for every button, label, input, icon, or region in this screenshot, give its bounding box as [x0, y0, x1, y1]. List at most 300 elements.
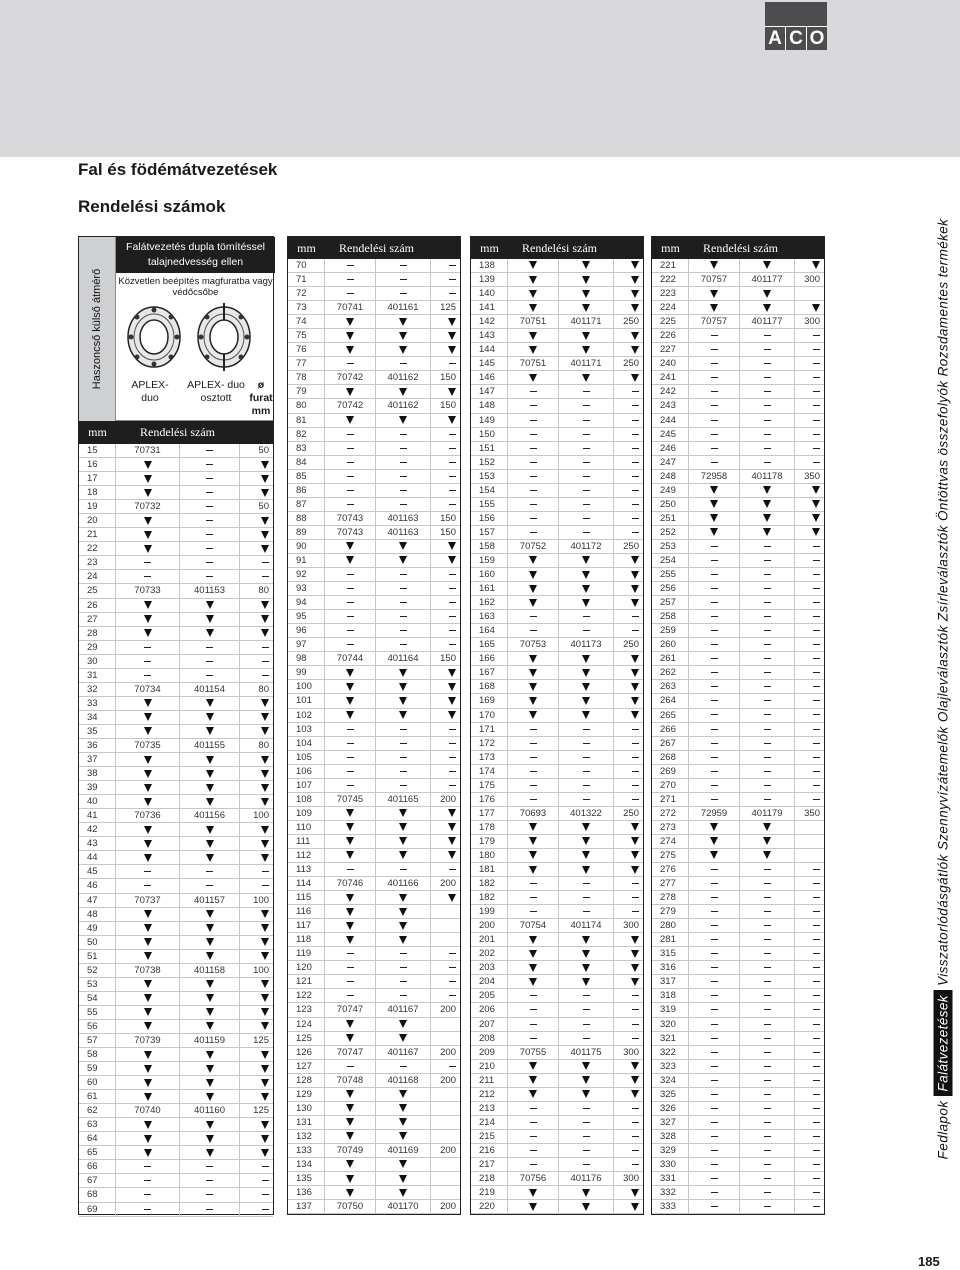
order-number-split: 401154: [180, 683, 240, 697]
row-mm: 96: [288, 624, 325, 638]
row-mm: 220: [471, 1200, 508, 1214]
triangle-down-icon: [710, 837, 718, 845]
table-row: [652, 1102, 824, 1116]
bore-diameter: [614, 652, 643, 666]
table-row: [652, 568, 824, 582]
order-number-duo: [325, 666, 376, 680]
triangle-down-icon: [261, 1022, 269, 1030]
dash-icon: [449, 869, 456, 870]
order-number-duo: 70745: [325, 793, 376, 807]
table-row: [79, 739, 273, 753]
row-mm: 133: [288, 1144, 325, 1158]
category-6[interactable]: Öntöttvas összefolyók: [935, 380, 951, 521]
dash-icon: [632, 490, 639, 491]
row-mm: 168: [471, 680, 508, 694]
triangle-down-icon: [448, 851, 456, 859]
order-number-split: [376, 638, 431, 652]
dash-icon: [206, 675, 213, 676]
bore-diameter: [795, 1074, 824, 1088]
row-mm: 22: [79, 542, 116, 556]
row-mm: 267: [652, 737, 689, 751]
order-number-split: [376, 835, 431, 849]
table-row: [79, 823, 273, 837]
triangle-down-icon: [710, 528, 718, 536]
order-number-split: [740, 301, 795, 315]
bore-diameter: [795, 849, 824, 863]
triangle-down-icon: [631, 655, 639, 663]
category-1[interactable]: Falátvezetések: [934, 990, 953, 1096]
bore-diameter: [795, 863, 824, 877]
table-row: [652, 385, 824, 399]
order-number-duo: [325, 835, 376, 849]
row-mm: 279: [652, 905, 689, 919]
row-mm: 165: [471, 638, 508, 652]
table-row: [79, 613, 273, 627]
table-row: [79, 767, 273, 781]
row-mm: 140: [471, 287, 508, 301]
table-row: [652, 1186, 824, 1200]
dash-icon: [632, 405, 639, 406]
dash-icon: [400, 616, 407, 617]
table-row: [288, 666, 460, 680]
table-row: [471, 554, 643, 568]
dash-icon: [632, 757, 639, 758]
triangle-down-icon: [346, 809, 354, 817]
order-number-split: [740, 638, 795, 652]
order-number-duo: 70739: [116, 1034, 180, 1048]
dash-icon: [711, 644, 718, 645]
triangle-down-icon: [448, 332, 456, 340]
table-row: [471, 1102, 643, 1116]
order-number-split: [376, 357, 431, 371]
table-row: [652, 765, 824, 779]
order-number-duo: [508, 470, 559, 484]
dash-icon: [347, 588, 354, 589]
dash-icon: [347, 995, 354, 996]
dash-icon: [764, 434, 771, 435]
dash-icon: [262, 1180, 269, 1181]
order-number-split: [180, 978, 240, 992]
order-number-split: [740, 259, 795, 273]
row-mm: 53: [79, 978, 116, 992]
dash-icon: [813, 1178, 820, 1179]
order-number-duo: [116, 767, 180, 781]
order-number-split: [740, 371, 795, 385]
dash-icon: [583, 434, 590, 435]
order-number-split: 401153: [180, 584, 240, 598]
dash-icon: [583, 630, 590, 631]
dash-icon: [813, 391, 820, 392]
triangle-down-icon: [399, 388, 407, 396]
order-number-duo: [508, 933, 559, 947]
table-row: [652, 399, 824, 413]
table-row: [79, 1203, 273, 1217]
bore-diameter: [614, 498, 643, 512]
triangle-down-icon: [144, 938, 152, 946]
order-number-duo: 70753: [508, 638, 559, 652]
dash-icon: [813, 588, 820, 589]
bore-diameter: [614, 399, 643, 413]
dash-icon: [400, 995, 407, 996]
order-number-duo: [116, 1090, 180, 1104]
dash-icon: [583, 462, 590, 463]
order-number-duo: [116, 458, 180, 472]
order-number-duo: [325, 582, 376, 596]
order-number-split: [559, 1074, 614, 1088]
table-row: [79, 1076, 273, 1090]
row-mm: 84: [288, 456, 325, 470]
row-mm: 123: [288, 1003, 325, 1017]
order-number-duo: [325, 737, 376, 751]
order-number-split: [559, 1186, 614, 1200]
triangle-down-icon: [631, 964, 639, 972]
order-number-split: [740, 1172, 795, 1186]
bore-diameter: [614, 428, 643, 442]
order-number-duo: [689, 1088, 740, 1102]
triangle-down-icon: [631, 1189, 639, 1197]
order-number-split: [740, 947, 795, 961]
bore-diameter: [795, 1116, 824, 1130]
table-row: [652, 1158, 824, 1172]
row-mm: 20: [79, 514, 116, 528]
order-number-split: [559, 399, 614, 413]
triangle-down-icon: [261, 994, 269, 1002]
order-number-duo: [116, 1132, 180, 1146]
row-mm: 82: [288, 428, 325, 442]
bore-diameter: [431, 610, 460, 624]
triangle-down-icon: [399, 711, 407, 719]
table-row: [652, 1032, 824, 1046]
triangle-down-icon: [399, 416, 407, 424]
dash-icon: [711, 1136, 718, 1137]
row-mm: 43: [79, 837, 116, 851]
row-mm: 276: [652, 863, 689, 877]
table-row: [652, 428, 824, 442]
table-row: [79, 837, 273, 851]
dash-icon: [711, 1164, 718, 1165]
bore-diameter: [795, 371, 824, 385]
dash-icon: [711, 377, 718, 378]
dash-icon: [813, 925, 820, 926]
table-row: [79, 1146, 273, 1160]
order-number-split: [559, 975, 614, 989]
bore-diameter: [240, 1146, 273, 1160]
triangle-down-icon: [206, 1093, 214, 1101]
order-table-4: [651, 236, 825, 1215]
order-number-duo: [116, 1048, 180, 1062]
table-row: [79, 641, 273, 655]
order-number-split: [376, 610, 431, 624]
triangle-down-icon: [144, 615, 152, 623]
triangle-down-icon: [710, 304, 718, 312]
order-number-split: [740, 512, 795, 526]
order-number-duo: [325, 1130, 376, 1144]
row-mm: 271: [652, 793, 689, 807]
bore-diameter: [614, 624, 643, 638]
triangle-down-icon: [582, 964, 590, 972]
dash-icon: [764, 911, 771, 912]
dash-icon: [813, 349, 820, 350]
order-number-duo: [116, 514, 180, 528]
category-0[interactable]: Fedlapok: [935, 1100, 951, 1160]
bore-diameter: 300: [614, 919, 643, 933]
triangle-down-icon: [399, 669, 407, 677]
category-4[interactable]: Olajleválasztók: [935, 625, 951, 723]
table-row: [471, 414, 643, 428]
table-row: [471, 666, 643, 680]
dash-icon: [813, 560, 820, 561]
dash-icon: [764, 883, 771, 884]
order-number-duo: [508, 1018, 559, 1032]
triangle-down-icon: [346, 669, 354, 677]
order-number-duo: [508, 343, 559, 357]
order-number-split: 401160: [180, 1104, 240, 1118]
order-number-split: 401163: [376, 512, 431, 526]
order-number-duo: [689, 456, 740, 470]
dash-icon: [813, 939, 820, 940]
order-number-duo: 70746: [325, 877, 376, 891]
row-mm: 67: [79, 1174, 116, 1188]
table-row: [652, 638, 824, 652]
table-row: [652, 779, 824, 793]
bore-diameter: [614, 1003, 643, 1017]
dash-icon: [400, 293, 407, 294]
triangle-down-icon: [631, 1062, 639, 1070]
table-row: [288, 1200, 460, 1214]
order-number-duo: [689, 1046, 740, 1060]
table-row: [288, 807, 460, 821]
triangle-down-icon: [261, 615, 269, 623]
order-number-split: [740, 975, 795, 989]
bore-diameter: [431, 694, 460, 708]
order-number-split: [376, 961, 431, 975]
bore-diameter: [795, 484, 824, 498]
triangle-down-icon: [399, 683, 407, 691]
order-number-split: [740, 540, 795, 554]
dash-icon: [400, 869, 407, 870]
table-row: [471, 1130, 643, 1144]
triangle-down-icon: [763, 851, 771, 859]
row-mm: 146: [471, 371, 508, 385]
order-number-duo: [325, 414, 376, 428]
category-2[interactable]: Visszatorlódásgátlók: [935, 854, 951, 986]
row-mm: 29: [79, 641, 116, 655]
row-mm: 321: [652, 1032, 689, 1046]
order-number-split: [376, 596, 431, 610]
dash-icon: [632, 462, 639, 463]
table-row: [288, 680, 460, 694]
category-5[interactable]: Zsírleválasztók: [935, 525, 951, 622]
dash-icon: [711, 981, 718, 982]
row-mm: 260: [652, 638, 689, 652]
triangle-down-icon: [346, 1132, 354, 1140]
dash-icon: [262, 885, 269, 886]
row-mm: 33: [79, 697, 116, 711]
order-number-split: 401322: [559, 807, 614, 821]
table-row: [288, 371, 460, 385]
order-number-duo: 70747: [325, 1046, 376, 1060]
category-3[interactable]: Szennyvízátemelők: [935, 726, 951, 851]
dash-icon: [583, 616, 590, 617]
table-row: [471, 568, 643, 582]
product-heading: Falátvezetés dupla tömítéssel talajnedvesség ellen: [116, 237, 275, 273]
bore-diameter: [431, 680, 460, 694]
order-number-split: [740, 414, 795, 428]
order-number-duo: [689, 554, 740, 568]
bore-diameter: [614, 287, 643, 301]
bore-diameter: [431, 596, 460, 610]
order-number-split: [740, 751, 795, 765]
row-mm: 278: [652, 891, 689, 905]
row-mm: 93: [288, 582, 325, 596]
table-row: [652, 975, 824, 989]
table-row: [79, 1174, 273, 1188]
triangle-down-icon: [448, 416, 456, 424]
order-number-duo: [689, 301, 740, 315]
row-mm: 76: [288, 343, 325, 357]
bore-diameter: [614, 723, 643, 737]
order-number-split: 401169: [376, 1144, 431, 1158]
table-row: [471, 301, 643, 315]
bore-diameter: [614, 737, 643, 751]
bore-diameter: [431, 919, 460, 933]
row-mm: 139: [471, 273, 508, 287]
dash-icon: [632, 391, 639, 392]
row-mm: 258: [652, 610, 689, 624]
triangle-down-icon: [529, 276, 537, 284]
order-number-duo: [508, 568, 559, 582]
dash-icon: [813, 574, 820, 575]
table-row: [288, 765, 460, 779]
order-number-duo: [689, 737, 740, 751]
dash-icon: [530, 630, 537, 631]
row-mm: 117: [288, 919, 325, 933]
dash-icon: [813, 1052, 820, 1053]
triangle-down-icon: [144, 1008, 152, 1016]
row-mm: 219: [471, 1186, 508, 1200]
table-row: [79, 528, 273, 542]
bore-diameter: [240, 627, 273, 641]
order-number-duo: [508, 1200, 559, 1214]
bore-diameter: [431, 863, 460, 877]
row-mm: 89: [288, 526, 325, 540]
dash-icon: [813, 883, 820, 884]
order-number-split: [740, 779, 795, 793]
dash-icon: [813, 1192, 820, 1193]
order-number-duo: [325, 1172, 376, 1186]
dash-icon: [206, 534, 213, 535]
dash-icon: [449, 981, 456, 982]
triangle-down-icon: [763, 304, 771, 312]
bore-diameter: 150: [431, 399, 460, 413]
triangle-down-icon: [529, 261, 537, 269]
order-number-duo: [508, 1032, 559, 1046]
order-number-duo: [116, 1118, 180, 1132]
order-number-duo: [325, 961, 376, 975]
order-number-duo: [325, 315, 376, 329]
category-7[interactable]: Rozsdamentes termékek: [935, 218, 951, 377]
dash-icon: [400, 363, 407, 364]
row-mm: 114: [288, 877, 325, 891]
triangle-down-icon: [631, 936, 639, 944]
row-mm: 30: [79, 655, 116, 669]
triangle-down-icon: [261, 756, 269, 764]
triangle-down-icon: [261, 699, 269, 707]
row-mm: 221: [652, 259, 689, 273]
table-row: [471, 610, 643, 624]
table-row: [471, 694, 643, 708]
order-number-split: [180, 781, 240, 795]
row-mm: 116: [288, 905, 325, 919]
order-number-split: [180, 613, 240, 627]
bore-diameter: [614, 512, 643, 526]
dash-icon: [711, 405, 718, 406]
order-number-split: [376, 287, 431, 301]
dash-icon: [711, 672, 718, 673]
triangle-down-icon: [206, 1079, 214, 1087]
row-mm: 170: [471, 709, 508, 723]
order-number-duo: [689, 1158, 740, 1172]
order-number-duo: [325, 1102, 376, 1116]
row-mm: 41: [79, 809, 116, 823]
dash-icon: [711, 1108, 718, 1109]
bore-diameter: 150: [431, 652, 460, 666]
row-mm: 151: [471, 442, 508, 456]
dash-icon: [813, 1038, 820, 1039]
bore-diameter: [795, 680, 824, 694]
order-number-duo: [689, 1130, 740, 1144]
bore-diameter: [795, 624, 824, 638]
triangle-down-icon: [261, 713, 269, 721]
dash-icon: [400, 953, 407, 954]
triangle-down-icon: [206, 601, 214, 609]
triangle-down-icon: [710, 500, 718, 508]
bore-diameter: [795, 442, 824, 456]
triangle-down-icon: [529, 936, 537, 944]
order-number-duo: [116, 950, 180, 964]
order-number-duo: [325, 259, 376, 273]
dash-icon: [400, 588, 407, 589]
table-row: [288, 638, 460, 652]
order-number-duo: [508, 961, 559, 975]
bore-diameter: [431, 765, 460, 779]
bore-diameter: [795, 1088, 824, 1102]
table-row: [471, 343, 643, 357]
row-mm: 175: [471, 779, 508, 793]
dash-icon: [583, 1136, 590, 1137]
row-mm: 216: [471, 1144, 508, 1158]
row-mm: 58: [79, 1048, 116, 1062]
dash-icon: [347, 953, 354, 954]
table-row: [288, 1130, 460, 1144]
dash-icon: [632, 799, 639, 800]
order-number-split: [376, 1172, 431, 1186]
triangle-down-icon: [631, 1090, 639, 1098]
row-mm: 182: [471, 891, 508, 905]
triangle-down-icon: [144, 770, 152, 778]
order-number-duo: [689, 1116, 740, 1130]
row-mm: 254: [652, 554, 689, 568]
order-number-split: [559, 1032, 614, 1046]
dash-icon: [530, 1136, 537, 1137]
table-row: [652, 751, 824, 765]
bore-diameter: [240, 514, 273, 528]
row-mm: 27: [79, 613, 116, 627]
order-number-duo: [325, 1186, 376, 1200]
order-number-split: [559, 512, 614, 526]
order-number-split: [376, 414, 431, 428]
bore-diameter: [431, 709, 460, 723]
